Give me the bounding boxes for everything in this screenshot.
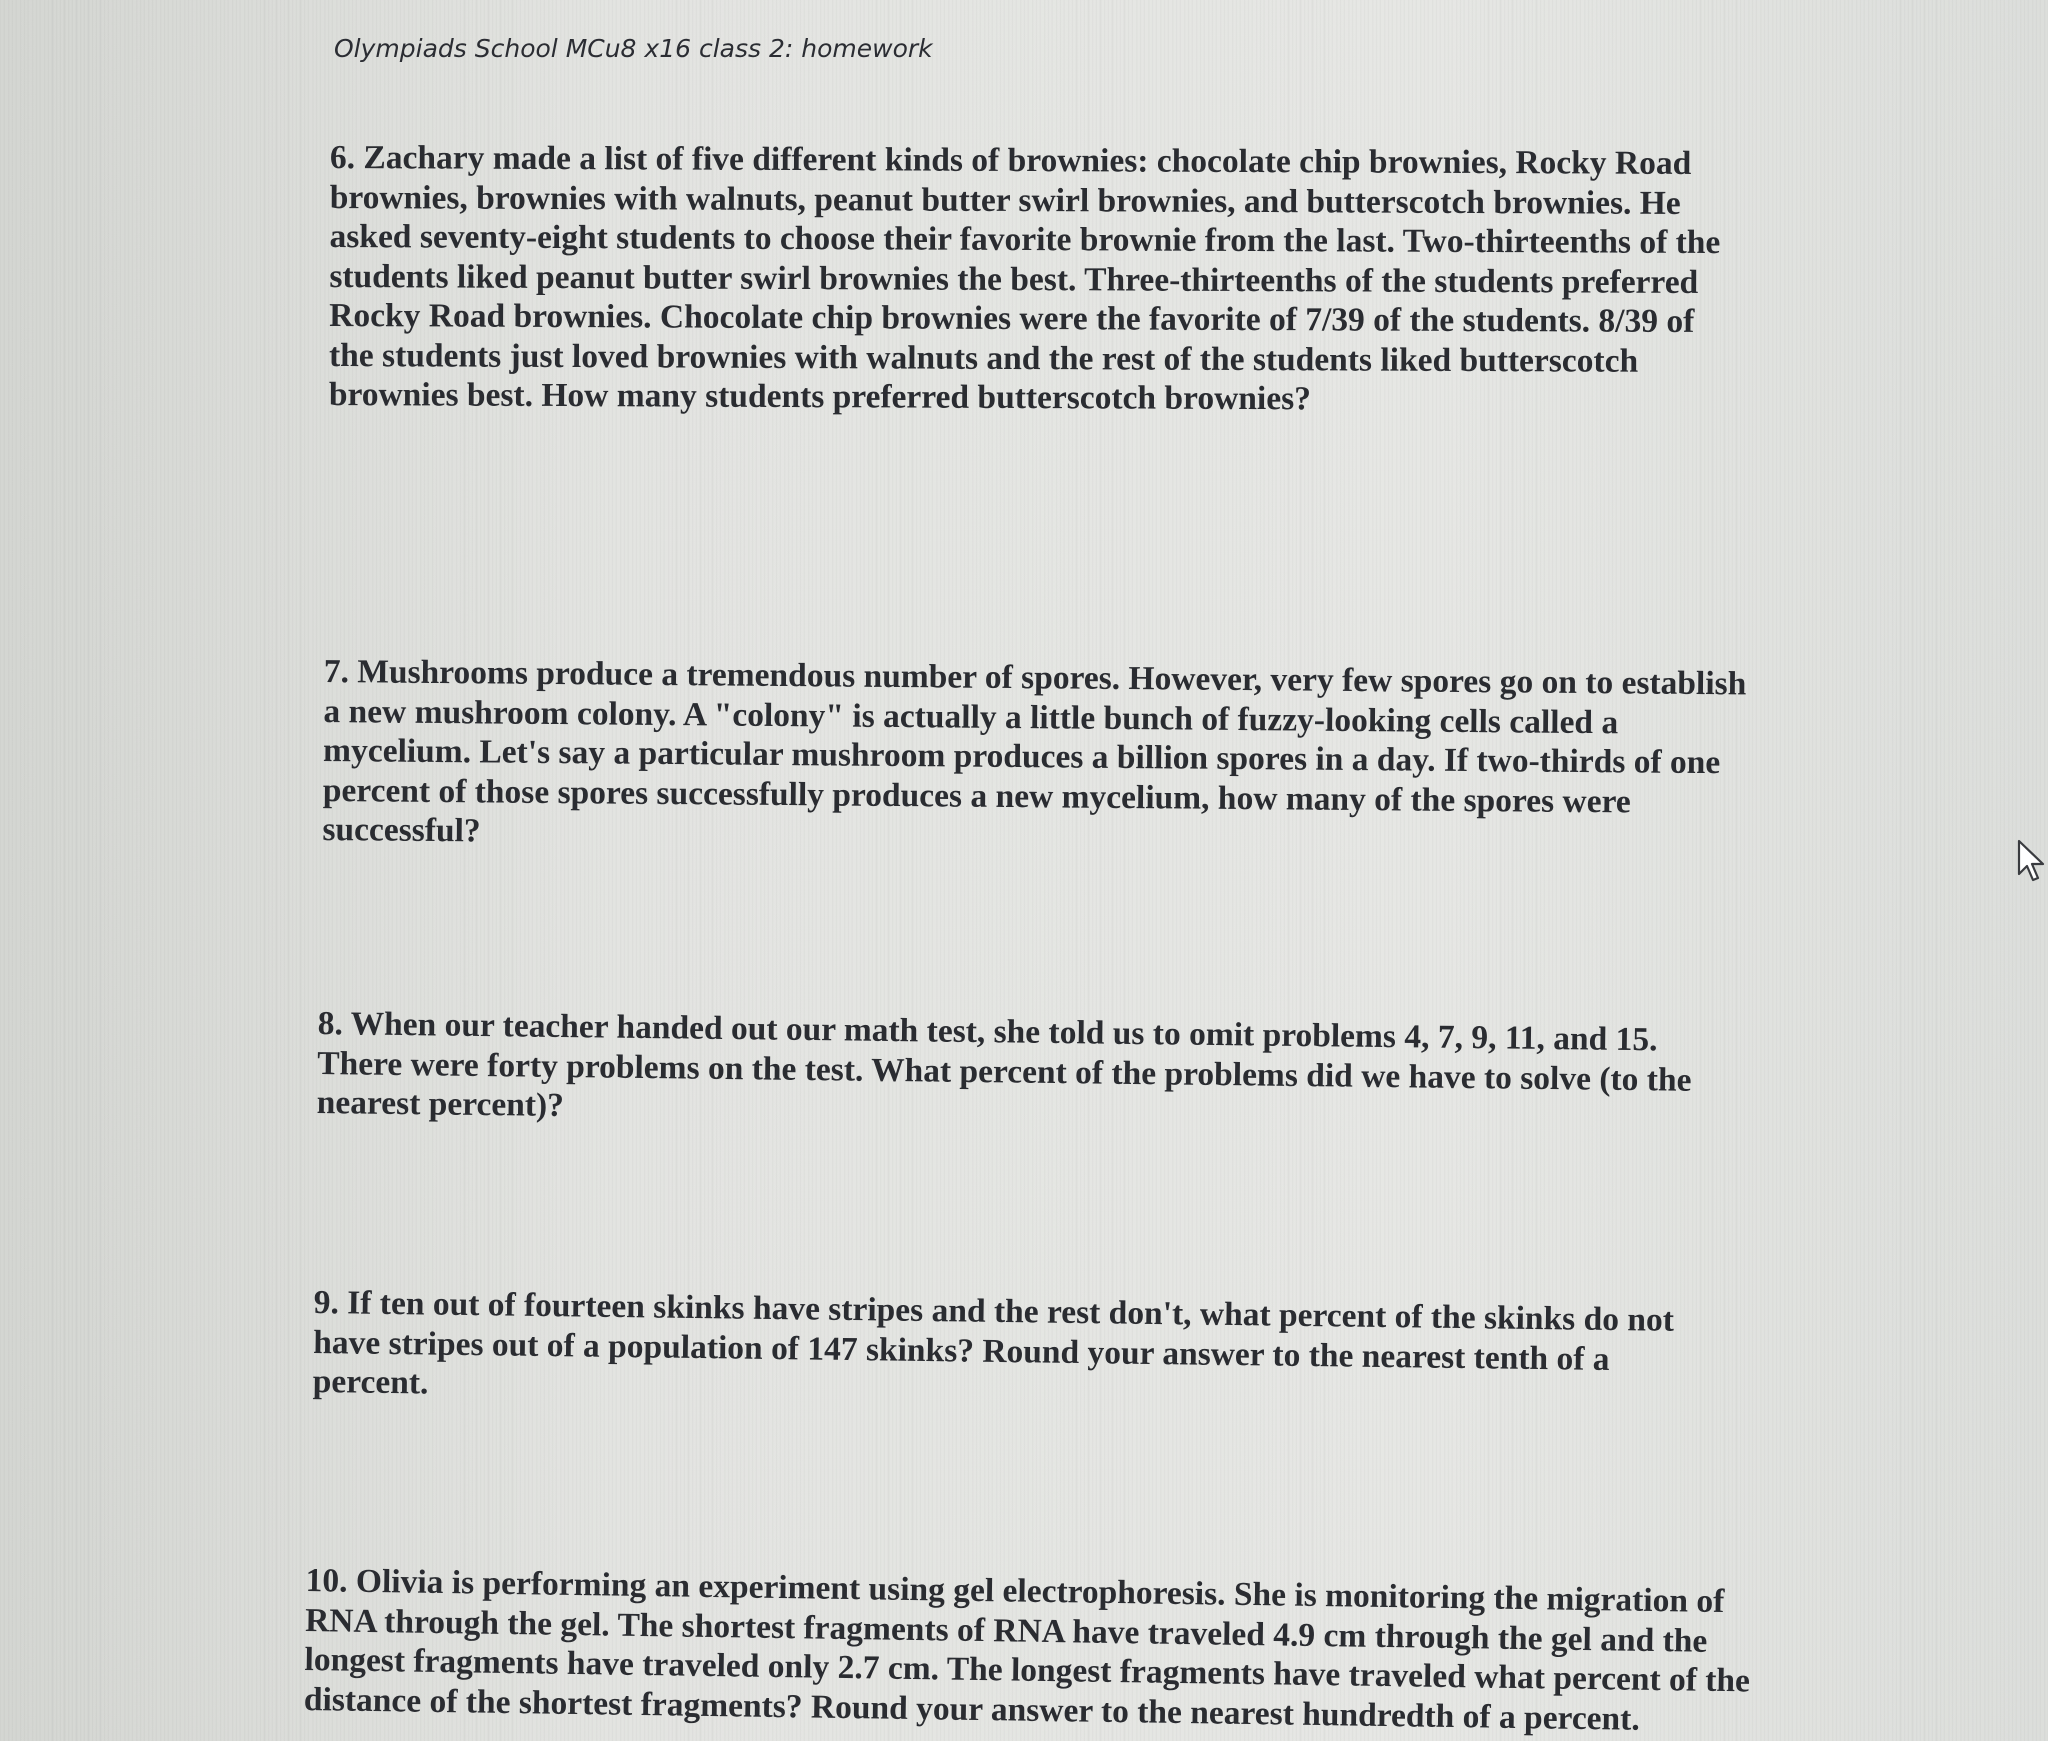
problem-9: 9. If ten out of fourteen skinks have stripes and the rest don't, what percent of the skinks do not have stripes out of a population of 147 skinks? Round your answer to the nearest tenth of a percent.: [312, 1283, 1675, 1402]
problem-10: 10. Olivia is performing an experiment using gel electrophoresis. She is monitoring the migration of RNA through the gel. The shortest fragments of RNA have traveled 4.9 cm through the gel and the longest fragments have traveled only 2.7 cm. The longest fragments have traveled what percent of the distance of the shortest fragments? Round your answer to the nearest hundredth of a percent.: [303, 1561, 1751, 1738]
problem-7: 7. Mushrooms produce a tremendous number of spores. However, very few spores go on to establish a new mushroom colony. A "colony" is actually a little bunch of fuzzy-looking cells called a mycelium. Let's say a particular mushroom produces a billion spores in a day. If two-thirds of one percent of those spores successfully produces a new mycelium, how many of the spores were successful?: [322, 652, 1747, 850]
mouse-pointer-icon: [2016, 838, 2046, 886]
problem-8: 8. When our teacher handed out our math test, she told us to omit problems 4, 7, 9, 11, and 15. There were forty problems on the test. What percent of the problems did we have to solve (to the nearest percent)?: [316, 1004, 1692, 1125]
problem-6: 6. Zachary made a list of five different kinds of brownies: chocolate chip brownies, Rocky Road brownies, brownies with walnuts, peanut butter swirl brownies, and butterscotch brownies. He asked seventy-eight students to choose their favorite brownie from the last. Two-thirteenths of the students liked peanut butter swirl brownies the best. Three-thirteenths of the students preferred Rocky Road brownies. Chocolate chip brownies were the favorite of 7/39 of the students. 8/39 of the students just loved brownies with walnuts and the rest of the students liked butterscotch brownies best. How many students preferred butterscotch brownies?: [328, 138, 1721, 418]
document-header: Olympiads School MCu8 x16 class 2: homework: [334, 34, 933, 63]
